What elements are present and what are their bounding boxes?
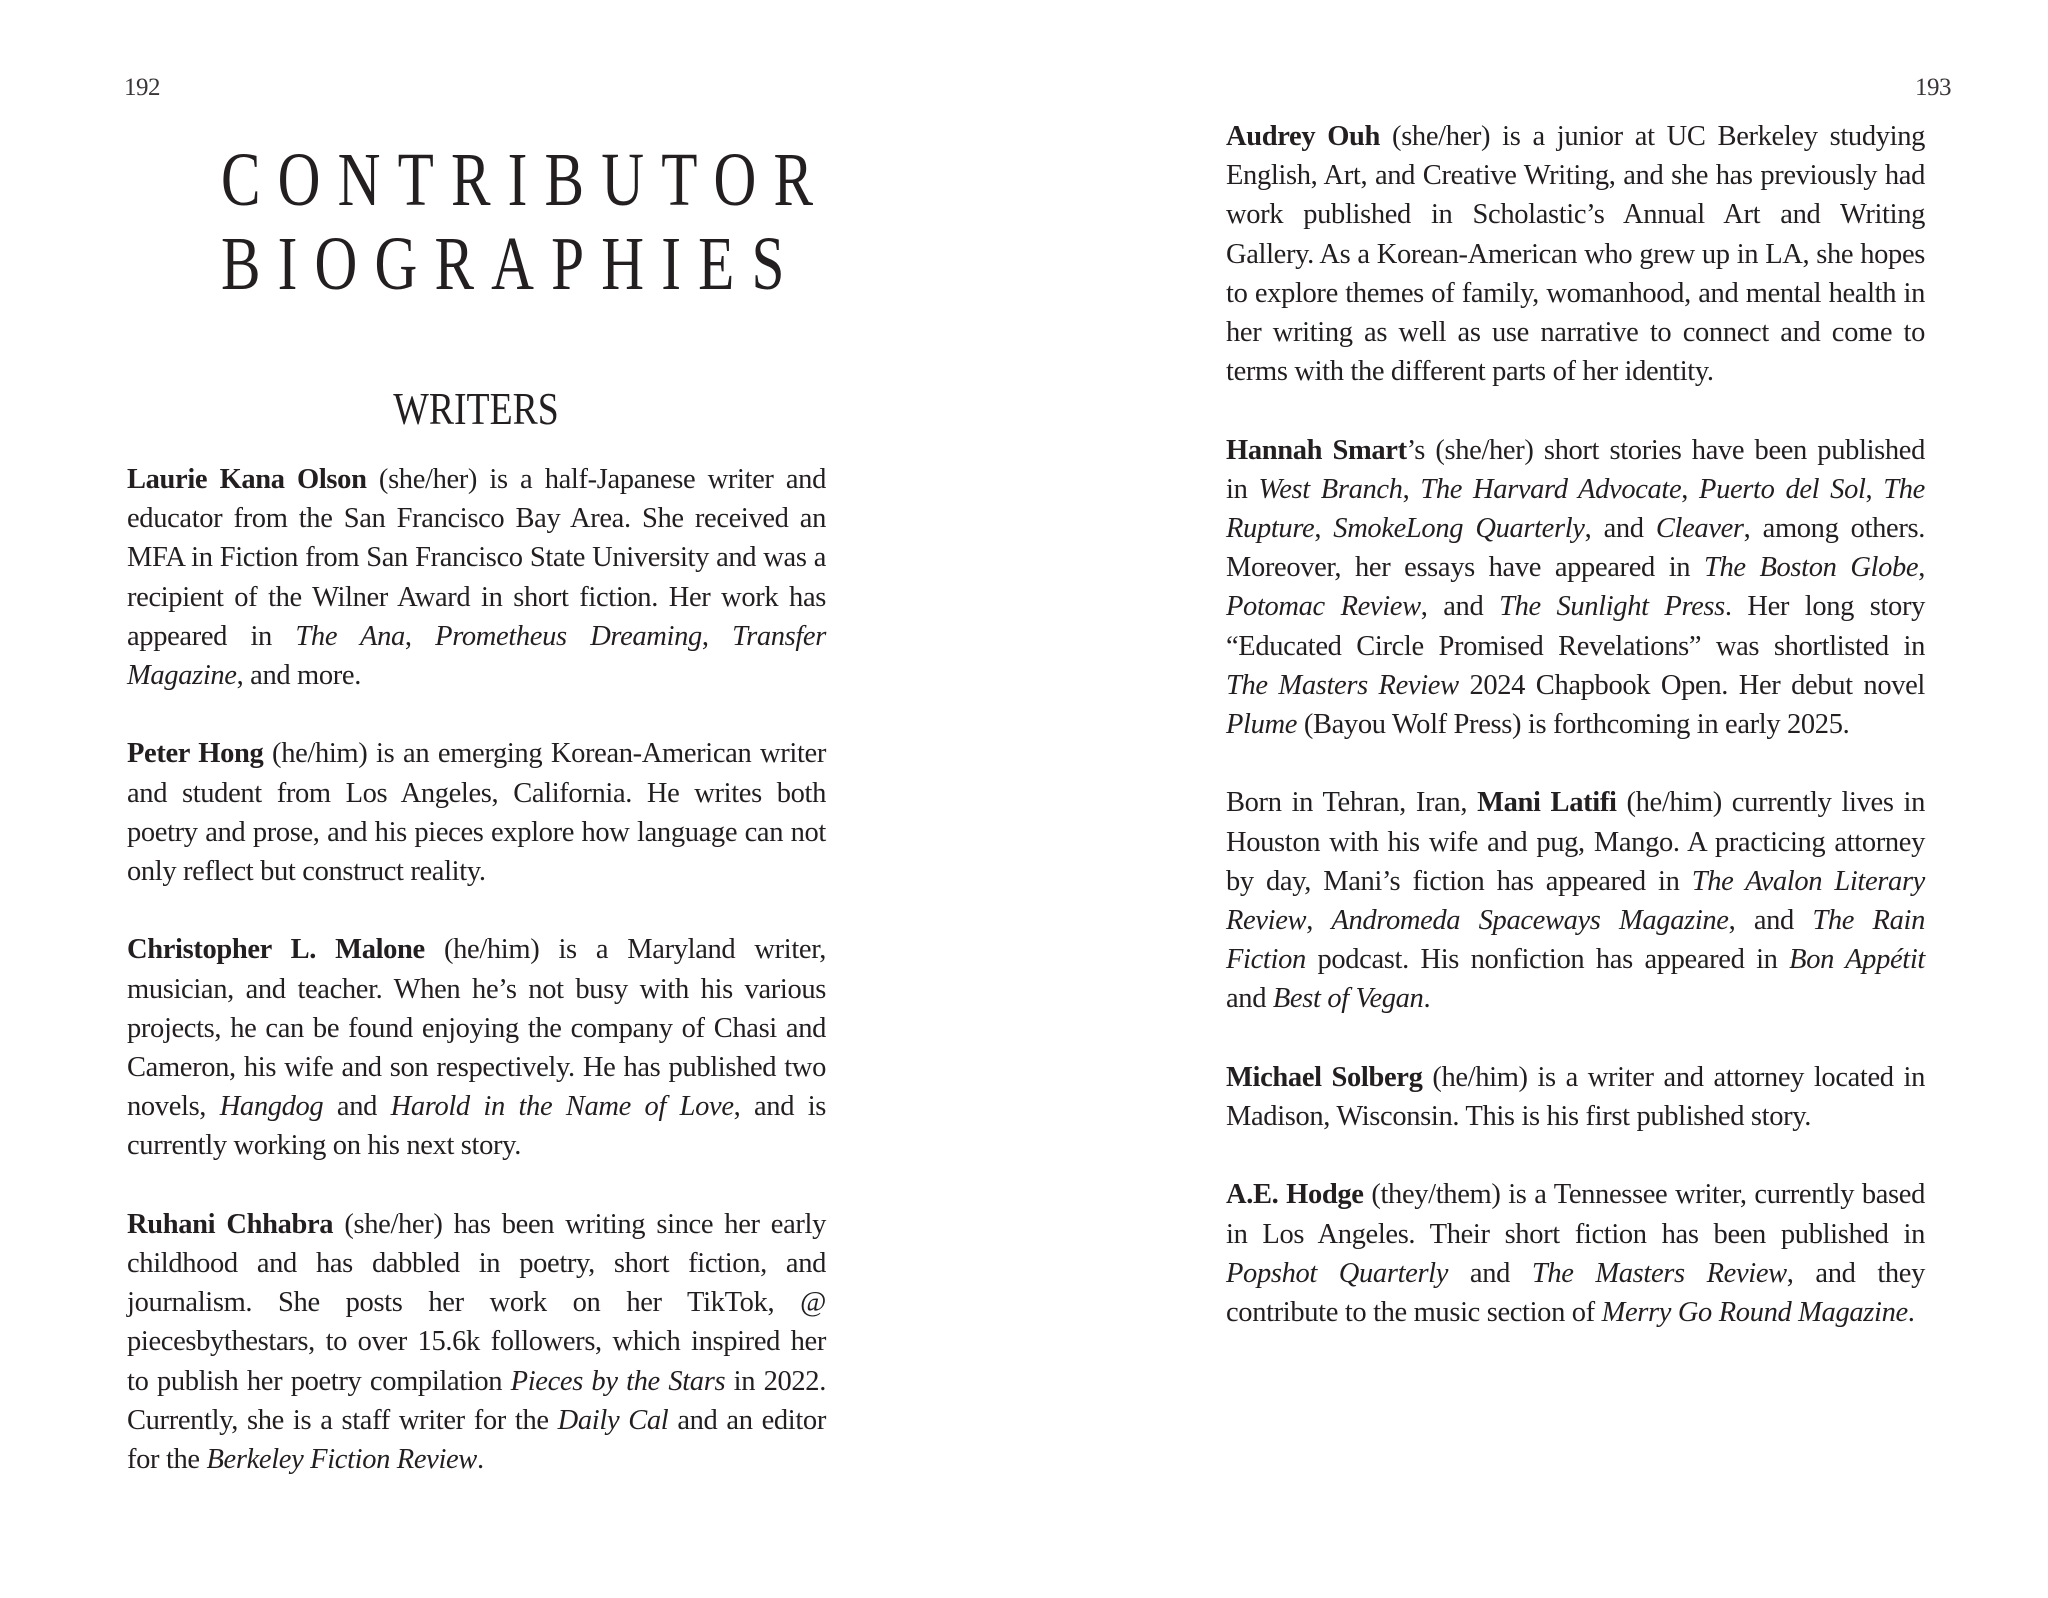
bio-text: . Her long story “Educated Circle Promised Revelations” was shortlisted in [1226, 591, 1925, 662]
publication-title: Bon Appétit [1789, 944, 1925, 976]
publication-title: West Branch [1258, 473, 1403, 505]
bio-paragraph [1226, 1058, 1925, 1136]
publication-title: Plume [1226, 709, 1298, 741]
publication-title: The Boston Globe [1703, 552, 1919, 584]
bio-paragraph [127, 930, 826, 1165]
bio-text: (he/him) is a writer and attorney located in Madison, Wisconsin. This is his first published story. [1226, 1061, 1925, 1133]
contributor-name: Michael Solberg [1226, 1061, 1423, 1093]
bio-paragraph [127, 734, 826, 891]
bio-column-left [127, 460, 826, 1518]
bio-text: and an editor for the [127, 1404, 826, 1476]
publication-title: Merry Go Round Magazine [1601, 1297, 1908, 1329]
publication-title: The Harvard Advocate [1420, 473, 1682, 505]
bio-text: , [1306, 905, 1332, 937]
bio-text: , [1865, 473, 1884, 505]
bio-text: , and more. [236, 660, 361, 692]
publication-title: Popshot Quarterly [1226, 1257, 1449, 1289]
contributor-name: Peter Hong [127, 738, 264, 770]
bio-text: (they/them) is a Tennessee writer, currently based in Los Angeles. Their short fiction has been published in [1226, 1179, 1925, 1250]
publication-title: Puerto del Sol [1699, 473, 1866, 505]
publication-title: Pieces by the Stars [510, 1365, 726, 1397]
bio-text: in 2022. Currently, she is a staff writer for the [127, 1365, 826, 1436]
contributor-name: Ruhani Chhabra [127, 1208, 334, 1240]
bio-text: (Bayou Wolf Press) is forthcoming in early 2025. [1297, 709, 1850, 741]
bio-text: , [1314, 513, 1334, 545]
bio-text: , and [1584, 513, 1656, 545]
contributor-name: A.E. Hodge [1226, 1179, 1364, 1211]
publication-title: Harold in the Name of Love [390, 1091, 734, 1123]
bio-text: , [1402, 473, 1421, 505]
bio-column-right [1226, 117, 1925, 1371]
bio-text: (she/her) is a half-Japanese writer and educator from the San Francisco Bay Area. She received an MFA in Fiction from San Francisco State University and was a recipient of the Wilner Award in short fiction. Her work has appeared in [127, 464, 826, 652]
bio-text: . [1907, 1297, 1915, 1329]
contributor-name: Hannah Smart [1226, 434, 1407, 466]
bio-text: (she/her) has been writing since her early childhood and has dabbled in poetry, short fiction, and journalism. She posts her work on her TikTok, @ piecesbythestars, to over 15.6k followers, which inspired her to publish her poetry compilation [127, 1208, 826, 1397]
contributor-name: Mani Latifi [1477, 787, 1617, 819]
bio-text: , [1681, 473, 1700, 505]
bio-paragraph [127, 460, 826, 695]
bio-text: and [323, 1091, 391, 1123]
bio-text: (she/her) is a junior at UC Berkeley studying English, Art, and Creative Writing, and she has previously had work published in Scholastic’s Annual Art and Writing Gallery. As a Korean-American who grew up in LA, she hopes to explore themes of family, womanhood, and mental health in her writing as well as use narrative to connect and come to terms with the different parts of her identity. [1226, 121, 1926, 388]
bio-paragraph [1226, 431, 1925, 745]
bio-text: . [476, 1444, 484, 1476]
publication-title: The Masters Review [1531, 1257, 1787, 1289]
page-title-line-1: CONTRIBUTOR [220, 138, 831, 222]
bio-text: , and [1728, 905, 1813, 937]
bio-text: and [1226, 983, 1273, 1015]
bio-text: (he/him) is a Maryland writer, musician, and teacher. When he’s not busy with his various projects, he can be found enjoying the company of Chasi and Cameron, his wife and son respectively. He has published two novels, [127, 934, 827, 1123]
publication-title: Hangdog [219, 1091, 324, 1123]
bio-text: 2024 Chapbook Open. Her debut novel [1458, 669, 1925, 701]
publication-title: The Avalon Literary Review [1226, 865, 1925, 937]
bio-text: , and is currently working on his next story. [127, 1091, 827, 1162]
bio-text: , [404, 620, 436, 652]
bio-text: Born in Tehran, Iran, [1226, 787, 1478, 819]
page-number: 193 [1915, 74, 1951, 101]
right-page [1024, 0, 2048, 1598]
contributor-name: Christopher L. Malone [127, 934, 425, 966]
publication-title: The Masters Review [1226, 669, 1459, 701]
publication-title: The Rupture [1226, 473, 1925, 545]
bio-text: (he/him) currently lives in Houston with his wife and pug, Mango. A practicing attorney by day, Mani’s fiction has appeared in [1226, 787, 1925, 897]
publication-title: Best of Vegan [1272, 983, 1424, 1015]
publication-title: Andromeda Spaceways Magazine [1331, 905, 1729, 937]
page-number: 192 [124, 74, 160, 101]
publication-title: Daily Cal [557, 1404, 669, 1436]
bio-text: , and [1420, 591, 1500, 623]
bio-paragraph [127, 1205, 826, 1479]
bio-paragraph [1226, 117, 1925, 391]
section-heading-writers: WRITERS [393, 383, 559, 434]
bio-paragraph [1226, 783, 1925, 1018]
bio-text: podcast. His nonfiction has appeared in [1305, 944, 1790, 976]
page-title [204, 138, 831, 306]
contributor-name: Audrey Ouh [1226, 121, 1381, 152]
publication-title: Transfer Magazine [127, 620, 826, 692]
publication-title: Cleaver [1655, 513, 1744, 545]
publication-title: The Ana [295, 620, 405, 652]
bio-text: , [701, 620, 733, 652]
publication-title: SmokeLong Quarterly [1333, 513, 1585, 545]
publication-title: Potomac Review [1226, 591, 1421, 623]
publication-title: Berkeley Fiction Review [206, 1444, 477, 1476]
bio-paragraph [1226, 1175, 1925, 1332]
contributor-name: Laurie Kana Olson [127, 464, 367, 495]
publication-title: The Rain Fiction [1226, 905, 1925, 976]
bio-text: and [1448, 1257, 1532, 1289]
bio-text: , [1918, 552, 1926, 584]
publication-title: The Sunlight Press [1499, 591, 1725, 623]
bio-text: ’s (she/her) short stories have been published in [1226, 434, 1925, 505]
publication-title: Prometheus Dreaming [435, 620, 702, 652]
bio-text: . [1423, 983, 1431, 1015]
page-title-line-2: BIOGRAPHIES [220, 222, 802, 306]
bio-text: (he/him) is an emerging Korean-American writer and student from Los Angeles, California. He writes both poetry and prose, and his pieces explore how language can not only reflect but construct reality. [127, 738, 826, 888]
bio-text: , among others. Moreover, her essays have appeared in [1226, 513, 1925, 584]
bio-text: , and they contribute to the music section of [1226, 1257, 1926, 1329]
